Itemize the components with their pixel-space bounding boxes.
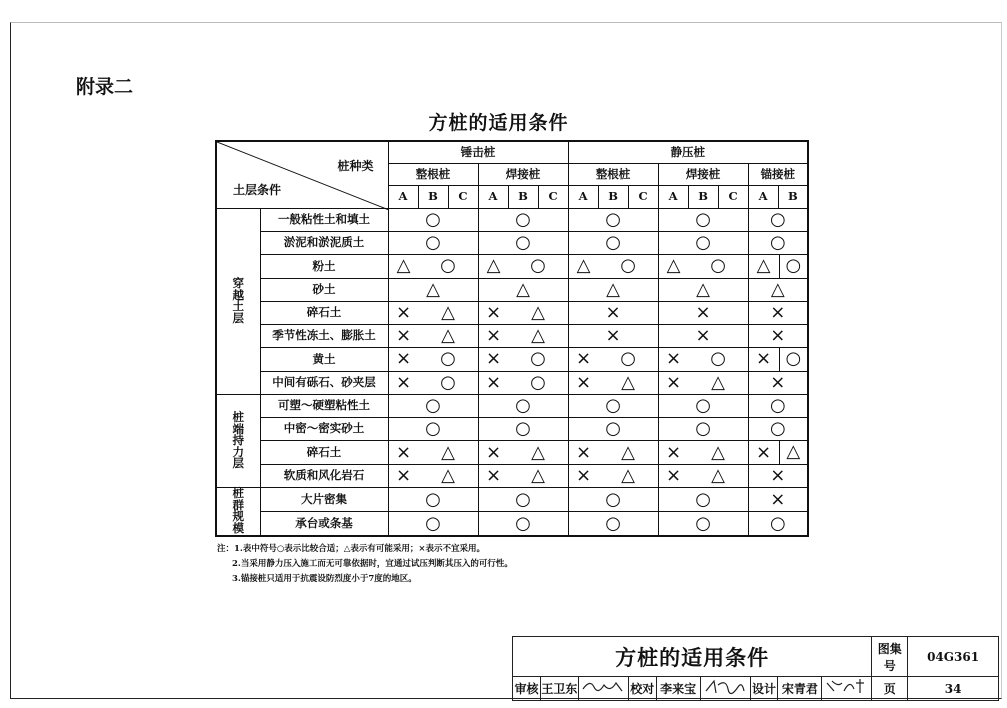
symbol-cell [748,464,808,487]
symbol: ○ [425,208,441,230]
symbol: △ [621,464,635,486]
symbol: ○ [710,255,726,277]
pile-type-label: 桩种类 [337,159,374,173]
symbol: × [485,301,502,323]
table-row [216,487,808,511]
symbol-cell [388,512,478,536]
group-header: 静压桩 [568,141,808,163]
symbol: ○ [769,232,786,254]
symbol: × [485,325,502,347]
column-letter: A [478,186,508,208]
row-label: 软质和风化岩石 [260,464,388,487]
symbol-cell [388,348,478,371]
row-label: 季节性冻土、膨胀土 [260,325,388,348]
checker-name: 李来宝 [656,677,700,701]
symbol-cell [568,231,658,254]
symbol-cell [568,255,658,278]
symbol: △ [531,301,545,323]
title-block [512,636,999,701]
symbol-cell [478,301,568,324]
symbol-cell [478,394,568,417]
symbol-cell [478,278,568,301]
symbol-cell [478,371,568,394]
symbol: △ [756,255,771,277]
checker-signature [700,677,750,701]
symbol: × [395,371,412,393]
symbol-cell [748,371,808,394]
symbol-cell [748,208,808,231]
row-label: 中密～密实砂土 [260,418,388,441]
note-3: 3.锚接桩只适用于抗震设防烈度小于7度的地区。 [232,574,417,584]
category-text: 桩群规模 [232,486,244,535]
symbol-cell [658,394,748,417]
symbol: ○ [515,512,531,534]
symbol: × [576,441,592,463]
design-label: 设计 [750,677,778,701]
symbol: ○ [530,348,546,370]
symbol: △ [711,441,725,463]
symbol: × [485,348,502,370]
symbol: × [605,325,621,347]
symbol-cell [568,487,658,511]
column-letter: A [748,186,778,208]
page-title-text: 方桩的适用条件 [428,112,569,134]
symbol-cell [388,255,478,278]
symbol-cell [658,301,748,324]
symbol: ○ [605,394,621,416]
symbol-cell [478,487,568,511]
column-letter: B [598,186,628,208]
symbol: ○ [425,418,441,440]
table-row [216,348,808,371]
symbol-cell [478,348,568,371]
symbol: × [666,441,682,463]
symbol: × [770,371,786,393]
symbol-cell [748,441,808,464]
symbol-cell [658,255,748,278]
symbol-cell [658,464,748,487]
symbol-cell [748,301,808,324]
symbol-cell [568,512,658,536]
table-row [216,278,808,301]
symbol-cell [478,464,568,487]
symbol: × [756,348,772,370]
table-row [216,512,808,536]
symbol-cell [568,301,658,324]
symbol-cell [388,418,478,441]
symbol: ○ [530,255,546,277]
category-text: 穿越土层 [232,276,244,325]
symbol: ○ [695,208,711,230]
symbol-cell [658,371,748,394]
symbol: × [485,371,502,393]
symbol-cell [478,512,568,536]
table-row [216,441,808,464]
symbol-cell [478,231,568,254]
symbol: ○ [440,255,456,277]
symbol: △ [606,278,620,300]
symbol-cell [748,348,808,371]
symbol-cell [388,487,478,511]
symbol: × [695,325,711,347]
table-row [216,325,808,348]
review-label: 审核 [513,677,541,701]
reviewer-signature [578,677,628,701]
symbol: ○ [605,208,621,230]
designer-name: 宋青君 [778,677,822,701]
symbol-cell [658,512,748,536]
subgroup-header: 锚接桩 [748,163,808,185]
symbol-cell [658,441,748,464]
symbol: △ [531,464,545,486]
table-row [216,208,808,231]
header-corner [216,141,388,208]
symbol: ○ [695,488,711,510]
symbol: × [770,301,786,323]
symbol: × [485,464,502,486]
table-row [216,418,808,441]
symbol: ○ [440,371,456,393]
symbol-cell [388,394,478,417]
symbol-cell [388,441,478,464]
row-label: 粉土 [260,255,388,278]
symbol: ○ [779,255,808,277]
symbol-cell [748,231,808,254]
symbol: × [395,301,412,323]
symbol-cell [658,348,748,371]
group-header: 锤击桩 [388,141,568,163]
symbol-cell [568,278,658,301]
category-text: 桩端持力层 [232,410,244,471]
appendix-label: 附录二 [76,76,134,98]
symbol-cell [658,208,748,231]
row-label: 大片密集 [260,487,388,511]
title-block-title: 方桩的适用条件 [513,637,872,677]
symbol: △ [711,371,725,393]
row-label: 承台或条基 [260,512,388,536]
symbol: ○ [425,488,441,510]
page-number: 34 [908,677,999,701]
symbol: × [395,348,412,370]
symbol: △ [621,441,635,463]
symbol: × [395,464,412,486]
symbol-cell [748,418,808,441]
symbol: × [485,441,502,463]
symbol-cell [388,208,478,231]
symbol: ○ [620,348,636,370]
symbol: △ [696,278,710,300]
symbol: × [770,325,786,347]
designer-signature [822,677,872,701]
subgroup-header: 焊接桩 [478,163,568,185]
symbol: △ [426,278,440,300]
symbol: × [756,441,772,463]
soil-condition-label: 土层条件 [233,182,282,197]
note-1: 注：1.表中符号○表示比较合适；△表示有可能采用；×表示不宜采用。 [217,544,485,554]
symbol: ○ [440,348,456,370]
symbol: ○ [695,394,711,416]
symbol: × [605,301,621,323]
symbol: △ [666,255,681,277]
atlas-label: 图集号 [872,637,908,677]
symbol-cell [478,325,568,348]
symbol-cell [388,325,478,348]
symbol-cell [658,325,748,348]
symbol: △ [441,464,455,486]
symbol-cell [748,278,808,301]
symbol-cell [568,441,658,464]
symbol: ○ [515,488,531,510]
notes [217,542,513,587]
symbol-cell [748,512,808,536]
symbol-cell [568,394,658,417]
subgroup-header: 整根桩 [568,163,658,185]
symbol: △ [441,301,455,323]
symbol-cell [748,325,808,348]
symbol: ○ [605,512,621,534]
symbol: ○ [769,512,786,534]
row-label: 砂土 [260,278,388,301]
symbol-cell [388,278,478,301]
symbol-cell [658,278,748,301]
symbol: ○ [779,348,808,370]
symbol-cell [568,464,658,487]
symbol: ○ [695,232,711,254]
symbol: △ [621,371,635,393]
row-label: 中间有砾石、砂夹层 [260,371,388,394]
symbol: ○ [425,512,441,534]
symbol: ○ [620,255,636,277]
page-label: 页 [872,677,908,701]
symbol: ○ [515,394,531,416]
symbol-cell [748,255,808,278]
category-label [216,208,260,394]
symbol: ○ [710,348,726,370]
symbol: × [395,325,412,347]
table-row [216,231,808,254]
category-label [216,487,260,536]
applicability-table [215,140,809,537]
row-label: 一般粘性土和填土 [260,208,388,231]
symbol: × [770,464,786,486]
symbol: △ [486,255,501,277]
symbol: △ [441,441,455,463]
check-label: 校对 [628,677,656,701]
symbol: △ [396,255,411,277]
column-letter: B [688,186,718,208]
table-row [216,394,808,417]
symbol-cell [568,325,658,348]
column-letter: B [508,186,538,208]
note-2: 2.当采用静力压入施工而无可靠依据时，宜通过试压判断其压入的可行性。 [232,559,513,569]
table-row [216,464,808,487]
symbol-cell [388,231,478,254]
atlas-number: 04G361 [908,637,999,677]
symbol: × [576,348,592,370]
symbol-cell [388,301,478,324]
table-row [216,301,808,324]
row-label: 淤泥和淤泥质土 [260,231,388,254]
symbol: △ [576,255,591,277]
symbol: ○ [769,418,786,440]
symbol: △ [770,278,785,300]
row-label: 碎石土 [260,441,388,464]
symbol-cell [658,231,748,254]
symbol-cell [748,487,808,511]
row-label: 可塑～硬塑粘性土 [260,394,388,417]
symbol-cell [658,487,748,511]
symbol: △ [531,441,545,463]
symbol: × [770,488,786,510]
symbol: × [666,348,682,370]
symbol-cell [658,418,748,441]
symbol: △ [516,278,530,300]
symbol-cell [388,371,478,394]
symbol: ○ [605,232,621,254]
table-row [216,255,808,278]
symbol: ○ [695,418,711,440]
column-letter: C [718,186,748,208]
column-letter: C [628,186,658,208]
symbol: △ [531,325,545,347]
symbol: ○ [605,488,621,510]
symbol: ○ [515,418,531,440]
subgroup-header: 整根桩 [388,163,478,185]
symbol: ○ [530,371,546,393]
symbol: ○ [695,512,711,534]
column-letter: A [658,186,688,208]
symbol: × [695,301,711,323]
symbol: △ [441,325,455,347]
column-letter: B [778,186,808,208]
column-letter: A [568,186,598,208]
symbol: ○ [605,418,621,440]
symbol: ○ [769,208,786,230]
table-row [216,371,808,394]
column-letter: C [448,186,478,208]
symbol-cell [478,418,568,441]
symbol-cell [568,418,658,441]
reviewer-name: 王卫东 [540,677,578,701]
symbol-cell [478,208,568,231]
category-label [216,394,260,487]
row-label: 碎石土 [260,301,388,324]
symbol-cell [478,441,568,464]
symbol-cell [748,394,808,417]
column-letter: B [418,186,448,208]
symbol-cell [568,348,658,371]
symbol: ○ [515,232,531,254]
symbol: × [576,371,592,393]
symbol-cell [388,464,478,487]
symbol-cell [568,371,658,394]
symbol: × [395,441,412,463]
subgroup-header: 焊接桩 [658,163,748,185]
symbol: ○ [515,208,531,230]
symbol-cell [568,208,658,231]
symbol: ○ [425,232,441,254]
symbol: ○ [769,394,786,416]
column-letter: C [538,186,568,208]
symbol: ○ [425,394,441,416]
corner-diagonal [217,142,389,210]
symbol: × [666,464,682,486]
page-title [0,108,1007,135]
symbol: × [576,464,592,486]
column-letter: A [388,186,418,208]
symbol: △ [779,441,808,463]
row-label: 黄土 [260,348,388,371]
symbol-cell [478,255,568,278]
symbol: × [666,371,682,393]
symbol: △ [711,464,725,486]
